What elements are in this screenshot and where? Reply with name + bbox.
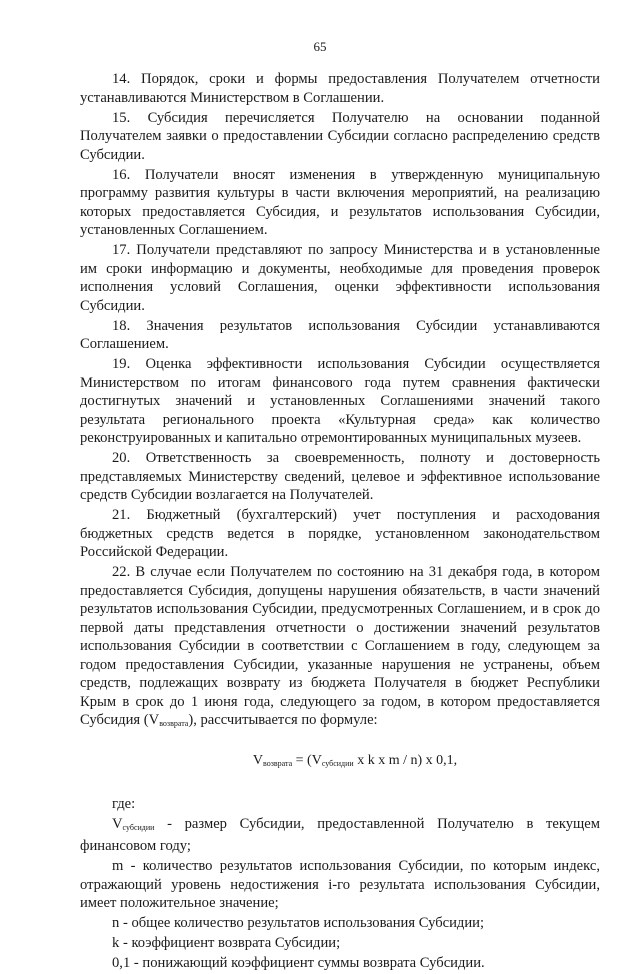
paragraph-19: 19. Оценка эффективности использования Субсидии осуществляется Министерством по итогам финансового года путем сравнения фактически достигнутых значений и установленных Соглашениями значений такого результата регионального проекта «Культурная среда» как количество реконструированных и капитально отремонтированных муниципальных музеев. <box>80 356 600 446</box>
v-return-subscript: возврата <box>159 719 189 728</box>
definition-coefficient: 0,1 - понижающий коэффициент суммы возврата Субсидии. <box>112 955 485 971</box>
definition-n: n - общее количество результатов использования Субсидии; <box>112 915 485 931</box>
definition-v-text: - размер Субсидии, предоставленной Получателю в текущем финансовом году; <box>80 815 600 854</box>
paragraph-21: 21. Бюджетный (бухгалтерский) учет поступления и расходования бюджетных средств ведется в порядке, установленном законодательством Российской Федерации. <box>80 507 600 560</box>
definition-m: m - количество результатов использования Субсидии, по которым индекс, отражающий уровень недостижения i-го результата использования Субсидии, имеет положительное значение; <box>80 858 600 911</box>
paragraph-14: 14. Порядок, сроки и формы предоставления Получателем отчетности устанавливаются Министерством в Соглашении. <box>80 71 600 106</box>
formula-eq: = (V <box>292 752 322 768</box>
paragraph-17: 17. Получатели представляют по запросу Министерства и в установленные им сроки информацию и документы, необходимые для проведения проверок исполнения условий Соглашения, оценки эффективности использования Субсидии. <box>80 242 600 314</box>
definition-k: k - коэффициент возврата Субсидии; <box>112 935 341 951</box>
paragraph-22-text: 22. В случае если Получателем по состоянию на 31 декабря года, в котором предоставляется Субсидия, допущены нарушения обязательств, в части значений результатов использования Субсидии, предусмотренных Соглашением, и в срок до первой даты представления отчетности о достижении значений результатов использования Субсидии в соответствии с Соглашением в году, следующем за годом предоставления Субсидии, указанные нарушения не устранены, объем средств, подлежащих возврату из бюджета Получателя в бюджет Республики Крым в срок до 1 июня года, следующего за годом, в котором предоставляется Субсидия (V <box>80 564 600 728</box>
formula-v-subscript: возврата <box>262 758 293 768</box>
paragraph-22 <box>80 563 600 734</box>
formula <box>110 752 600 774</box>
formula-subsidy-subscript: субсидии <box>321 758 354 768</box>
paragraph-22-tail: ), рассчитывается по формуле: <box>188 712 378 728</box>
paragraph-15: 15. Субсидия перечисляется Получателю на основании поданной Получателем заявки о предоставлении Субсидии согласно распределению средств Субсидии. <box>80 109 600 163</box>
definition-v-symbol: V <box>112 815 123 832</box>
paragraph-20: 20. Ответственность за своевременность, полноту и достоверность представляемых Министерству сведений, целевое и эффективное использование средств Субсидии возлагается на Получателей. <box>80 450 600 503</box>
paragraph-16: 16. Получатели вносят изменения в утвержденную муниципальную программу развития культуры в части включения мероприятий, на реализацию которых предоставляется Субсидия, и результатов использования Субсидии, установленных Соглашением. <box>80 166 600 238</box>
where-label: где: <box>112 796 136 812</box>
paragraph-18: 18. Значения результатов использования Субсидии устанавливаются Соглашением. <box>80 317 600 352</box>
document-body <box>80 70 600 974</box>
formula-v: V <box>252 752 263 768</box>
definition-v-subscript: субсидии <box>122 822 155 832</box>
page-number: 65 <box>313 39 327 54</box>
formula-rest: x k x m / n) x 0,1, <box>353 752 458 768</box>
definition-v <box>80 815 600 856</box>
